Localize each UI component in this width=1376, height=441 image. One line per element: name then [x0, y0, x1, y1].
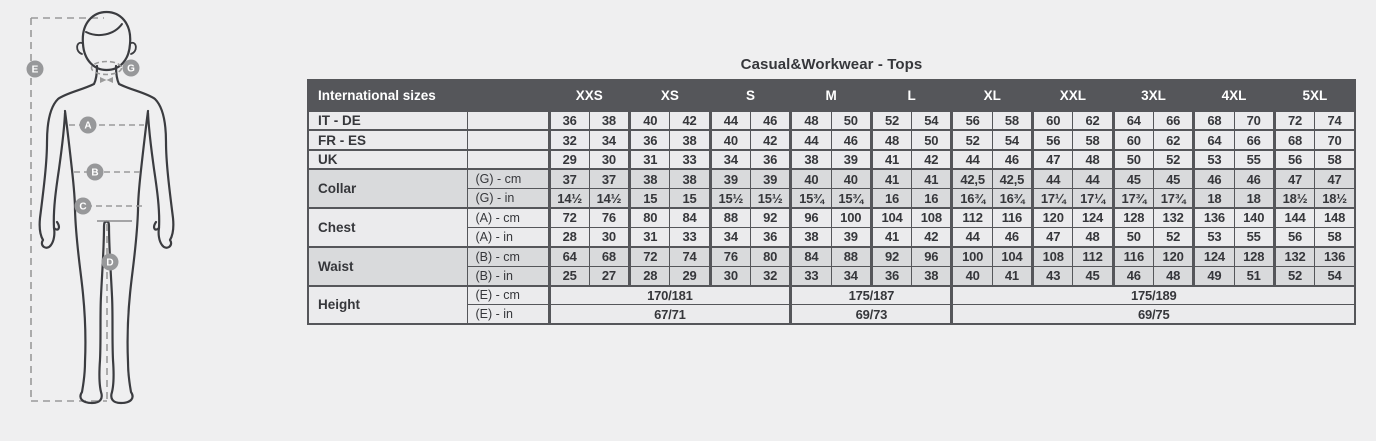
- size-value-cell: 62: [1153, 130, 1193, 149]
- marker-b: [87, 164, 104, 181]
- size-value-cell: 58: [1073, 130, 1113, 149]
- sub-label-cell: (A) - in: [467, 227, 549, 246]
- size-table-body: [308, 111, 1355, 324]
- size-value-cell: 88: [831, 247, 871, 266]
- size-value-cell: 18: [1194, 189, 1234, 208]
- header-size-xl: XL: [952, 80, 1033, 111]
- table-row: [308, 150, 1355, 169]
- table-row: [308, 130, 1355, 149]
- size-value-cell: 46: [992, 150, 1032, 169]
- size-value-cell: 58: [1315, 150, 1355, 169]
- size-value-cell: 46: [750, 111, 790, 130]
- size-value-cell: 68: [1194, 111, 1234, 130]
- size-value-cell: 56: [1274, 150, 1314, 169]
- size-value-cell: 64: [1194, 130, 1234, 149]
- size-table-header: [308, 80, 1355, 111]
- size-value-cell: 120: [1153, 247, 1193, 266]
- size-value-cell: 46: [992, 227, 1032, 246]
- size-value-cell: 43: [1033, 266, 1073, 285]
- size-value-cell: 40: [831, 169, 871, 188]
- sub-label-cell: [467, 111, 549, 130]
- size-value-cell: 48: [871, 130, 911, 149]
- size-value-cell: 50: [831, 111, 871, 130]
- size-value-cell: 49: [1194, 266, 1234, 285]
- size-value-cell: 14½: [549, 189, 589, 208]
- size-value-cell: 40: [710, 130, 750, 149]
- size-value-cell: 46: [1194, 169, 1234, 188]
- sub-label-cell: (A) - cm: [467, 208, 549, 227]
- header-size-4xl: 4XL: [1194, 80, 1275, 111]
- girth-measure-lines: [69, 125, 144, 206]
- size-value-cell: 31: [630, 150, 670, 169]
- size-value-cell: 15½: [750, 189, 790, 208]
- size-value-cell: 104: [871, 208, 911, 227]
- size-value-cell: 51: [1234, 266, 1274, 285]
- size-value-cell: 27: [589, 266, 629, 285]
- merged-value-cell: 67/71: [549, 305, 791, 324]
- size-value-cell: 38: [589, 111, 629, 130]
- size-value-cell: 33: [670, 227, 710, 246]
- size-value-cell: 41: [912, 169, 952, 188]
- size-value-cell: 70: [1315, 130, 1355, 149]
- size-value-cell: 56: [952, 111, 992, 130]
- svg-text:C: C: [79, 201, 87, 213]
- size-value-cell: 55: [1234, 150, 1274, 169]
- body-figure-svg: [4, 4, 220, 420]
- size-value-cell: 41: [992, 266, 1032, 285]
- size-value-cell: 14½: [589, 189, 629, 208]
- size-value-cell: 47: [1033, 227, 1073, 246]
- size-value-cell: 120: [1033, 208, 1073, 227]
- merged-value-cell: 69/73: [791, 305, 952, 324]
- size-value-cell: 64: [549, 247, 589, 266]
- size-value-cell: 42: [750, 130, 790, 149]
- size-value-cell: 44: [1073, 169, 1113, 188]
- size-value-cell: 52: [952, 130, 992, 149]
- size-value-cell: 128: [1113, 208, 1153, 227]
- size-value-cell: 62: [1073, 111, 1113, 130]
- size-value-cell: 54: [992, 130, 1032, 149]
- size-value-cell: 17¼: [1073, 189, 1113, 208]
- size-value-cell: 39: [831, 227, 871, 246]
- size-value-cell: 76: [589, 208, 629, 227]
- size-value-cell: 44: [952, 227, 992, 246]
- merged-value-cell: 170/181: [549, 286, 791, 305]
- size-value-cell: 39: [831, 150, 871, 169]
- size-value-cell: 144: [1274, 208, 1314, 227]
- size-value-cell: 47: [1033, 150, 1073, 169]
- size-value-cell: 36: [750, 227, 790, 246]
- size-value-cell: 38: [791, 150, 831, 169]
- row-label-fr-es: FR - ES: [308, 130, 467, 149]
- header-size-m: M: [791, 80, 872, 111]
- header-size-s: S: [710, 80, 791, 111]
- size-value-cell: 84: [670, 208, 710, 227]
- merged-value-cell: 69/75: [952, 305, 1355, 324]
- marker-d: [102, 254, 119, 271]
- size-value-cell: 53: [1194, 150, 1234, 169]
- size-value-cell: 66: [1153, 111, 1193, 130]
- size-value-cell: 44: [1033, 169, 1073, 188]
- size-value-cell: 18½: [1274, 189, 1314, 208]
- size-value-cell: 25: [549, 266, 589, 285]
- marker-a: [80, 117, 97, 134]
- body-measurement-diagram: [4, 4, 220, 420]
- table-row: [308, 208, 1355, 227]
- size-value-cell: 40: [952, 266, 992, 285]
- size-value-cell: 104: [992, 247, 1032, 266]
- size-value-cell: 16: [912, 189, 952, 208]
- size-value-cell: 52: [871, 111, 911, 130]
- size-value-cell: 88: [710, 208, 750, 227]
- size-value-cell: 33: [791, 266, 831, 285]
- size-value-cell: 41: [871, 169, 911, 188]
- size-value-cell: 108: [1033, 247, 1073, 266]
- size-value-cell: 36: [871, 266, 911, 285]
- header-size-xxl: XXL: [1033, 80, 1114, 111]
- size-value-cell: 68: [1274, 130, 1314, 149]
- size-value-cell: 48: [1073, 150, 1113, 169]
- table-row: [308, 111, 1355, 130]
- size-value-cell: 80: [630, 208, 670, 227]
- size-value-cell: 47: [1274, 169, 1314, 188]
- row-label-waist: Waist: [308, 247, 467, 286]
- size-value-cell: 44: [710, 111, 750, 130]
- size-value-cell: 96: [912, 247, 952, 266]
- size-value-cell: 39: [710, 169, 750, 188]
- size-value-cell: 92: [750, 208, 790, 227]
- size-value-cell: 70: [1234, 111, 1274, 130]
- size-value-cell: 148: [1315, 208, 1355, 227]
- size-value-cell: 54: [912, 111, 952, 130]
- table-row: [308, 286, 1355, 305]
- size-value-cell: 34: [589, 130, 629, 149]
- size-value-cell: 15½: [710, 189, 750, 208]
- size-value-cell: 30: [589, 227, 629, 246]
- size-value-cell: 80: [750, 247, 790, 266]
- size-value-cell: 132: [1274, 247, 1314, 266]
- size-value-cell: 124: [1073, 208, 1113, 227]
- size-value-cell: 124: [1194, 247, 1234, 266]
- sub-label-cell: (G) - cm: [467, 169, 549, 188]
- size-value-cell: 48: [791, 111, 831, 130]
- size-value-cell: 38: [670, 169, 710, 188]
- size-value-cell: 68: [589, 247, 629, 266]
- row-label-it-de: IT - DE: [308, 111, 467, 130]
- size-value-cell: 28: [630, 266, 670, 285]
- size-value-cell: 40: [630, 111, 670, 130]
- size-value-cell: 45: [1113, 169, 1153, 188]
- size-value-cell: 16¾: [952, 189, 992, 208]
- size-value-cell: 136: [1194, 208, 1234, 227]
- size-value-cell: 56: [1274, 227, 1314, 246]
- sub-label-cell: (G) - in: [467, 189, 549, 208]
- size-value-cell: 17¾: [1153, 189, 1193, 208]
- size-value-cell: 15: [630, 189, 670, 208]
- size-value-cell: 29: [549, 150, 589, 169]
- row-label-collar: Collar: [308, 169, 467, 208]
- size-value-cell: 32: [750, 266, 790, 285]
- merged-value-cell: 175/187: [791, 286, 952, 305]
- size-value-cell: 46: [831, 130, 871, 149]
- size-value-cell: 42,5: [992, 169, 1032, 188]
- sub-label-cell: (B) - cm: [467, 247, 549, 266]
- size-value-cell: 50: [912, 130, 952, 149]
- row-label-chest: Chest: [308, 208, 467, 247]
- table-row: [308, 169, 1355, 188]
- size-value-cell: 44: [791, 130, 831, 149]
- size-value-cell: 16: [871, 189, 911, 208]
- sub-label-cell: (E) - cm: [467, 286, 549, 305]
- size-value-cell: 96: [791, 208, 831, 227]
- size-value-cell: 30: [710, 266, 750, 285]
- size-value-cell: 54: [1315, 266, 1355, 285]
- size-value-cell: 48: [1153, 266, 1193, 285]
- size-value-cell: 15¾: [831, 189, 871, 208]
- size-value-cell: 39: [750, 169, 790, 188]
- size-value-cell: 42: [670, 111, 710, 130]
- size-value-cell: 36: [549, 111, 589, 130]
- size-value-cell: 18: [1234, 189, 1274, 208]
- size-value-cell: 45: [1073, 266, 1113, 285]
- size-value-cell: 48: [1073, 227, 1113, 246]
- size-value-cell: 116: [992, 208, 1032, 227]
- size-value-cell: 72: [630, 247, 670, 266]
- header-size-5xl: 5XL: [1274, 80, 1355, 111]
- header-empty-cell: [467, 80, 549, 111]
- size-value-cell: 28: [549, 227, 589, 246]
- size-value-cell: 52: [1153, 150, 1193, 169]
- size-value-cell: 42: [912, 150, 952, 169]
- sub-label-cell: [467, 130, 549, 149]
- size-value-cell: 72: [1274, 111, 1314, 130]
- size-value-cell: 92: [871, 247, 911, 266]
- header-size-xs: XS: [630, 80, 711, 111]
- header-international-sizes: International sizes: [308, 80, 467, 111]
- table-row: [308, 247, 1355, 266]
- size-value-cell: 53: [1194, 227, 1234, 246]
- size-value-cell: 76: [710, 247, 750, 266]
- size-value-cell: 58: [1315, 227, 1355, 246]
- size-value-cell: 52: [1153, 227, 1193, 246]
- size-value-cell: 55: [1234, 227, 1274, 246]
- size-value-cell: 32: [549, 130, 589, 149]
- size-value-cell: 112: [952, 208, 992, 227]
- header-size-l: L: [871, 80, 952, 111]
- size-value-cell: 60: [1113, 130, 1153, 149]
- table-title: Casual&Workwear - Tops: [740, 56, 923, 73]
- size-value-cell: 84: [791, 247, 831, 266]
- svg-text:E: E: [31, 64, 39, 76]
- size-value-cell: 46: [1113, 266, 1153, 285]
- size-value-cell: 38: [630, 169, 670, 188]
- size-value-cell: 16¾: [992, 189, 1032, 208]
- row-label-height: Height: [308, 286, 467, 325]
- size-value-cell: 36: [630, 130, 670, 149]
- size-value-cell: 44: [952, 150, 992, 169]
- size-value-cell: 30: [589, 150, 629, 169]
- size-value-cell: 37: [589, 169, 629, 188]
- size-value-cell: 34: [831, 266, 871, 285]
- size-value-cell: 45: [1153, 169, 1193, 188]
- size-value-cell: 116: [1113, 247, 1153, 266]
- row-label-uk: UK: [308, 150, 467, 169]
- size-value-cell: 72: [549, 208, 589, 227]
- size-value-cell: 58: [992, 111, 1032, 130]
- svg-text:D: D: [106, 257, 114, 269]
- size-value-cell: 38: [912, 266, 952, 285]
- size-value-cell: 15: [670, 189, 710, 208]
- size-value-cell: 18½: [1315, 189, 1355, 208]
- size-value-cell: 128: [1234, 247, 1274, 266]
- svg-text:G: G: [127, 63, 135, 75]
- size-value-cell: 140: [1234, 208, 1274, 227]
- size-value-cell: 64: [1113, 111, 1153, 130]
- size-chart-table: [307, 79, 1356, 325]
- header-size-xxs: XXS: [549, 80, 630, 111]
- size-value-cell: 100: [952, 247, 992, 266]
- size-value-cell: 47: [1315, 169, 1355, 188]
- sub-label-cell: (E) - in: [467, 305, 549, 324]
- size-value-cell: 74: [670, 247, 710, 266]
- size-value-cell: 74: [1315, 111, 1355, 130]
- size-value-cell: 31: [630, 227, 670, 246]
- size-value-cell: 108: [912, 208, 952, 227]
- size-value-cell: 136: [1315, 247, 1355, 266]
- size-value-cell: 17¼: [1033, 189, 1073, 208]
- size-value-cell: 50: [1113, 150, 1153, 169]
- marker-g: [123, 60, 140, 77]
- sub-label-cell: [467, 150, 549, 169]
- size-value-cell: 50: [1113, 227, 1153, 246]
- size-value-cell: 38: [791, 227, 831, 246]
- size-value-cell: 42,5: [952, 169, 992, 188]
- size-value-cell: 46: [1234, 169, 1274, 188]
- header-size-3xl: 3XL: [1113, 80, 1194, 111]
- marker-e: [27, 61, 44, 78]
- size-value-cell: 17¾: [1113, 189, 1153, 208]
- size-value-cell: 100: [831, 208, 871, 227]
- size-value-cell: 60: [1033, 111, 1073, 130]
- size-value-cell: 41: [871, 227, 911, 246]
- size-value-cell: 132: [1153, 208, 1193, 227]
- marker-c: [75, 198, 92, 215]
- svg-text:B: B: [91, 167, 99, 179]
- size-value-cell: 15¾: [791, 189, 831, 208]
- size-value-cell: 52: [1274, 266, 1314, 285]
- size-value-cell: 29: [670, 266, 710, 285]
- size-value-cell: 56: [1033, 130, 1073, 149]
- size-value-cell: 37: [549, 169, 589, 188]
- size-value-cell: 41: [871, 150, 911, 169]
- size-value-cell: 40: [791, 169, 831, 188]
- size-value-cell: 42: [912, 227, 952, 246]
- size-value-cell: 33: [670, 150, 710, 169]
- size-value-cell: 38: [670, 130, 710, 149]
- header-row: [308, 80, 1355, 111]
- svg-text:A: A: [84, 120, 92, 132]
- size-value-cell: 36: [750, 150, 790, 169]
- size-value-cell: 34: [710, 227, 750, 246]
- size-value-cell: 34: [710, 150, 750, 169]
- size-value-cell: 112: [1073, 247, 1113, 266]
- size-table-section: [307, 56, 1356, 325]
- sub-label-cell: (B) - in: [467, 266, 549, 285]
- size-value-cell: 66: [1234, 130, 1274, 149]
- merged-value-cell: 175/189: [952, 286, 1355, 305]
